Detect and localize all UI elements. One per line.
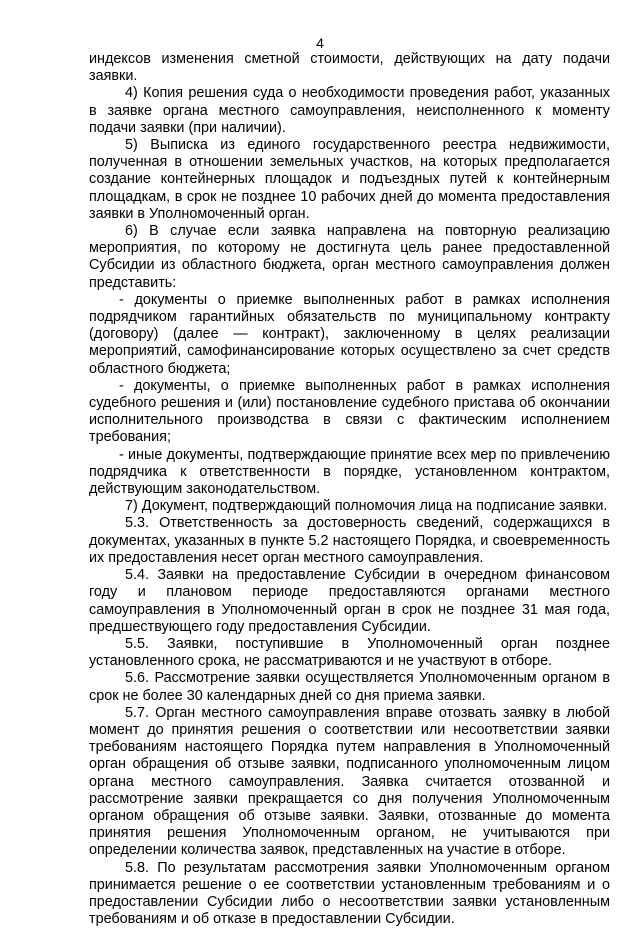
paragraph-item-7: 7) Документ, подтверждающий полномочия лица на подписание заявки. (125, 498, 608, 515)
paragraph-5-7: 5.7. Орган местного самоуправления вправе отозвать заявку в любой момент до принятия решения о соответствии или несоответствии заявки требованиям настоящего Порядка путем направления в Уполномоченный орган обращения об отзыве заявки, подписанного уполномоченным лицом органа местного самоуправления. Заявка считается отозванной и рассмотрение заявки прекращается со дня получения Уполномоченным органом обращения об отзыве заявки. Заявки, отозванные до момента принятия решения Уполномоченным органом, не учитываются при определении количества заявок, представленных на участие в отборе. (89, 704, 610, 859)
paragraph-continuation: индексов изменения сметной стоимости, действующих на дату подачи заявки. (89, 51, 610, 85)
paragraph-item-4: 4) Копия решения суда о необходимости проведения работ, указанных в заявке органа местного самоуправления, неисполненного к моменту подачи заявки (при наличии). (89, 85, 610, 136)
paragraph-5-8: 5.8. По результатам рассмотрения заявки Уполномоченным органом принимается решение о ее соответствии установленным требованиям и о предоставлении Субсидии либо о несоответствии заявки установленным требованиям и об отказе в предоставлении Субсидии. (89, 859, 610, 928)
paragraph-5-4: 5.4. Заявки на предоставление Субсидии в очередном финансовом году и плановом периоде предоставляются органами местного самоуправления в Уполномоченный орган в срок не позднее 31 мая года, предшествующего году предоставления Субсидии. (89, 567, 610, 635)
paragraph-5-5: 5.5. Заявки, поступившие в Уполномоченный орган позднее установленного срока, не рассматриваются и не участвуют в отборе. (89, 635, 610, 670)
paragraph-dash-2: - документы, о приемке выполненных работ в рамках исполнения судебного решения и (или) постановление судебного пристава об окончании исполнительного производства в связи с фактическим исполнением требования; (89, 377, 610, 446)
paragraph-item-6: 6) В случае если заявка направлена на повторную реализацию мероприятия, по которому не достигнута цель ранее предоставленной Субсидии из областного бюджета, орган местного самоуправления должен представить: (89, 223, 610, 291)
page-number: 4 (316, 35, 324, 51)
paragraph-5-3: 5.3. Ответственность за достоверность сведений, содержащихся в документах, указанных в пункте 5.2 настоящего Порядка, и своевременность их предоставления несет орган местного самоуправления. (89, 515, 610, 566)
paragraph-dash-3: - иные документы, подтверждающие принятие всех мер по привлечению подрядчика к ответственности в порядке, установленном контрактом, действующим законодательством. (89, 446, 610, 498)
document-body (89, 51, 610, 928)
paragraph-item-5: 5) Выписка из единого государственного реестра недвижимости, полученная в отношении земельных участков, на которых предполагается создание контейнерных площадок и подъездных путей к контейнерным площадкам, в срок не позднее 10 рабочих дней до момента предоставления заявки в Уполномоченный орган. (89, 137, 610, 222)
paragraph-5-6: 5.6. Рассмотрение заявки осуществляется Уполномоченным органом в срок не более 30 календарных дней со дня приема заявки. (89, 670, 610, 704)
paragraph-dash-1: - документы о приемке выполненных работ в рамках исполнения подрядчиком гарантийных обязательств по муниципальному контракту (договору) (далее — контракт), заключенному в целях реализации мероприятий, самофинансирование которых осуществлено за счет средств областного бюджета; (89, 291, 610, 377)
